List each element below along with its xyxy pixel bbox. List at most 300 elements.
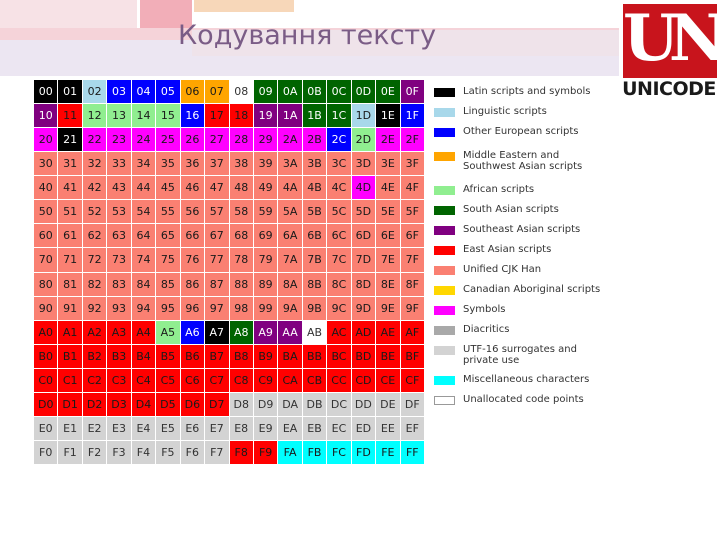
code-block-cell: 49 <box>254 176 277 199</box>
code-block-cell: 00 <box>34 80 57 103</box>
code-block-cell: 5D <box>352 200 375 223</box>
legend-label: Unallocated code points <box>463 394 584 405</box>
code-block-cell: 6A <box>278 224 301 247</box>
code-block-cell: 96 <box>181 297 204 320</box>
code-block-cell: 03 <box>107 80 130 103</box>
code-block-cell: 8E <box>376 273 399 296</box>
code-block-cell: F6 <box>181 441 204 464</box>
code-block-cell: EF <box>401 417 424 440</box>
code-block-cell: E0 <box>34 417 57 440</box>
code-block-cell: C3 <box>107 369 130 392</box>
code-block-cell: 33 <box>107 152 130 175</box>
code-block-cell: 89 <box>254 273 277 296</box>
code-block-cell: ED <box>352 417 375 440</box>
code-block-cell: 40 <box>34 176 57 199</box>
code-block-cell: 6F <box>401 224 424 247</box>
code-block-cell: A2 <box>83 321 106 344</box>
code-block-cell: 83 <box>107 273 130 296</box>
code-block-cell: 74 <box>132 248 155 271</box>
code-block-cell: FE <box>376 441 399 464</box>
code-block-cell: 99 <box>254 297 277 320</box>
legend-item <box>434 126 608 137</box>
code-block-cell: AC <box>327 321 350 344</box>
code-block-cell: 8D <box>352 273 375 296</box>
code-block-cell: 62 <box>83 224 106 247</box>
code-block-cell: 19 <box>254 104 277 127</box>
code-block-cell: 46 <box>181 176 204 199</box>
code-block-cell: 7C <box>327 248 350 271</box>
code-block-cell: 0E <box>376 80 399 103</box>
code-block-cell: 26 <box>181 128 204 151</box>
code-block-cell: 78 <box>230 248 253 271</box>
code-block-cell: A1 <box>58 321 81 344</box>
legend-swatch <box>434 152 455 161</box>
code-block-cell: 16 <box>181 104 204 127</box>
code-block-cell: AE <box>376 321 399 344</box>
code-block-cell: BD <box>352 345 375 368</box>
code-block-cell: 9C <box>327 297 350 320</box>
code-block-cell: 43 <box>107 176 130 199</box>
code-block-cell: 4E <box>376 176 399 199</box>
code-block-cell: F0 <box>34 441 57 464</box>
code-block-cell: 79 <box>254 248 277 271</box>
code-block-cell: C8 <box>230 369 253 392</box>
code-block-cell: 6E <box>376 224 399 247</box>
code-block-cell: 15 <box>156 104 179 127</box>
code-block-cell: 8F <box>401 273 424 296</box>
code-block-cell: 85 <box>156 273 179 296</box>
code-block-cell: 0A <box>278 80 301 103</box>
code-block-cell: F2 <box>83 441 106 464</box>
code-block-cell: 2B <box>303 128 326 151</box>
code-block-cell: E2 <box>83 417 106 440</box>
code-block-cell: 1E <box>376 104 399 127</box>
code-block-cell: AD <box>352 321 375 344</box>
logo-wordmark: UNICODE <box>622 78 716 100</box>
code-block-cell: 45 <box>156 176 179 199</box>
code-block-cell: 11 <box>58 104 81 127</box>
code-block-cell: 1F <box>401 104 424 127</box>
code-block-cell: F9 <box>254 441 277 464</box>
code-block-cell: CD <box>352 369 375 392</box>
code-block-cell: 02 <box>83 80 106 103</box>
slide-title: Кодування тексту <box>178 20 437 51</box>
code-block-cell: 3A <box>278 152 301 175</box>
legend-label: Latin scripts and symbols <box>463 86 591 97</box>
code-block-cell: EB <box>303 417 326 440</box>
code-block-cell: 7B <box>303 248 326 271</box>
code-block-cell: 72 <box>83 248 106 271</box>
legend-swatch <box>434 286 455 295</box>
unicode-logo <box>619 2 719 102</box>
code-block-cell: 90 <box>34 297 57 320</box>
code-block-cell: A6 <box>181 321 204 344</box>
code-block-cell: BF <box>401 345 424 368</box>
code-block-cell: F8 <box>230 441 253 464</box>
code-block-cell: 5F <box>401 200 424 223</box>
code-block-cell: CF <box>401 369 424 392</box>
code-block-cell: 7F <box>401 248 424 271</box>
legend-item <box>434 394 608 405</box>
code-block-cell: BA <box>278 345 301 368</box>
code-block-cell: CA <box>278 369 301 392</box>
code-block-cell: E9 <box>254 417 277 440</box>
code-block-cell: 57 <box>205 200 228 223</box>
code-block-cell: C0 <box>34 369 57 392</box>
legend-label: South Asian scripts <box>463 204 559 215</box>
code-block-cell: A3 <box>107 321 130 344</box>
code-block-cell: 20 <box>34 128 57 151</box>
legend-label: UTF-16 surrogates and private use <box>463 344 577 366</box>
code-block-cell: 21 <box>58 128 81 151</box>
code-block-cell: BB <box>303 345 326 368</box>
code-block-cell: 2F <box>401 128 424 151</box>
code-block-cell: 61 <box>58 224 81 247</box>
code-block-cell: 5B <box>303 200 326 223</box>
code-block-cell: E1 <box>58 417 81 440</box>
code-block-cell: A0 <box>34 321 57 344</box>
legend-label: Middle Eastern and Southwest Asian scripts <box>463 150 583 172</box>
legend-item <box>434 224 608 235</box>
code-block-cell: C9 <box>254 369 277 392</box>
code-block-cell: DC <box>327 393 350 416</box>
code-block-cell: D5 <box>156 393 179 416</box>
code-block-cell: FC <box>327 441 350 464</box>
code-block-cell: 55 <box>156 200 179 223</box>
code-block-cell: 0F <box>401 80 424 103</box>
code-block-cell: E5 <box>156 417 179 440</box>
legend-label: Southeast Asian scripts <box>463 224 581 235</box>
code-block-cell: DD <box>352 393 375 416</box>
code-block-cell: A4 <box>132 321 155 344</box>
code-block-cell: FD <box>352 441 375 464</box>
code-block-cell: A8 <box>230 321 253 344</box>
code-block-cell: E3 <box>107 417 130 440</box>
code-block-cell: 05 <box>156 80 179 103</box>
code-block-cell: D9 <box>254 393 277 416</box>
code-block-cell: B7 <box>205 345 228 368</box>
code-block-cell: 80 <box>34 273 57 296</box>
code-block-cell: DA <box>278 393 301 416</box>
code-block-cell: 81 <box>58 273 81 296</box>
code-block-cell: D1 <box>58 393 81 416</box>
code-block-cell: 6B <box>303 224 326 247</box>
legend-item <box>434 204 608 215</box>
code-point-grid <box>34 80 424 464</box>
code-block-cell: 60 <box>34 224 57 247</box>
code-block-cell: 4D <box>352 176 375 199</box>
code-block-cell: 10 <box>34 104 57 127</box>
code-block-cell: AF <box>401 321 424 344</box>
legend-item <box>434 244 608 255</box>
legend-swatch <box>434 346 455 355</box>
code-block-cell: 69 <box>254 224 277 247</box>
legend-label: Symbols <box>463 304 506 315</box>
code-block-cell: DE <box>376 393 399 416</box>
code-block-cell: E6 <box>181 417 204 440</box>
code-block-cell: 9F <box>401 297 424 320</box>
code-block-cell: 36 <box>181 152 204 175</box>
code-block-cell: 2C <box>327 128 350 151</box>
code-block-cell: F7 <box>205 441 228 464</box>
code-block-cell: 0C <box>327 80 350 103</box>
code-block-cell: 1C <box>327 104 350 127</box>
code-block-cell: 6D <box>352 224 375 247</box>
code-block-cell: A5 <box>156 321 179 344</box>
code-block-cell: AB <box>303 321 326 344</box>
code-block-cell: 91 <box>58 297 81 320</box>
code-block-cell: 2D <box>352 128 375 151</box>
code-block-cell: 5A <box>278 200 301 223</box>
code-block-cell: 27 <box>205 128 228 151</box>
code-block-cell: 17 <box>205 104 228 127</box>
legend-swatch <box>434 88 455 97</box>
code-block-cell: 7A <box>278 248 301 271</box>
code-block-cell: 35 <box>156 152 179 175</box>
code-block-cell: 4A <box>278 176 301 199</box>
code-block-cell: 70 <box>34 248 57 271</box>
code-block-cell: EE <box>376 417 399 440</box>
code-block-cell: 6C <box>327 224 350 247</box>
code-block-cell: AA <box>278 321 301 344</box>
code-block-cell: BE <box>376 345 399 368</box>
code-block-cell: 67 <box>205 224 228 247</box>
code-block-cell: 1A <box>278 104 301 127</box>
code-block-cell: 30 <box>34 152 57 175</box>
code-block-cell: 07 <box>205 80 228 103</box>
code-block-cell: 58 <box>230 200 253 223</box>
code-block-cell: F5 <box>156 441 179 464</box>
code-block-cell: 65 <box>156 224 179 247</box>
legend-swatch <box>434 246 455 255</box>
code-block-cell: FA <box>278 441 301 464</box>
code-block-cell: 9E <box>376 297 399 320</box>
header-decoration <box>194 0 294 12</box>
code-block-cell: D8 <box>230 393 253 416</box>
code-block-cell: FF <box>401 441 424 464</box>
code-block-cell: 23 <box>107 128 130 151</box>
code-block-cell: 01 <box>58 80 81 103</box>
code-block-cell: 54 <box>132 200 155 223</box>
legend-item <box>434 324 608 335</box>
legend-swatch <box>434 206 455 215</box>
code-block-cell: 52 <box>83 200 106 223</box>
code-block-cell: 44 <box>132 176 155 199</box>
code-block-cell: 3D <box>352 152 375 175</box>
code-block-cell: B3 <box>107 345 130 368</box>
code-block-cell: 76 <box>181 248 204 271</box>
legend-label: Diacritics <box>463 324 510 335</box>
code-block-cell: DB <box>303 393 326 416</box>
legend-item <box>434 374 608 385</box>
code-block-cell: 84 <box>132 273 155 296</box>
code-block-cell: 41 <box>58 176 81 199</box>
code-block-cell: 3F <box>401 152 424 175</box>
legend-label: Other European scripts <box>463 126 579 137</box>
legend-swatch <box>434 226 455 235</box>
code-block-cell: A7 <box>205 321 228 344</box>
code-block-cell: D7 <box>205 393 228 416</box>
code-block-cell: C2 <box>83 369 106 392</box>
legend-label: East Asian scripts <box>463 244 552 255</box>
code-block-cell: C7 <box>205 369 228 392</box>
code-block-cell: 50 <box>34 200 57 223</box>
code-block-cell: 25 <box>156 128 179 151</box>
code-block-cell: 98 <box>230 297 253 320</box>
code-block-cell: B0 <box>34 345 57 368</box>
code-block-cell: F4 <box>132 441 155 464</box>
code-block-cell: 88 <box>230 273 253 296</box>
legend-swatch <box>434 326 455 335</box>
code-block-cell: C6 <box>181 369 204 392</box>
code-block-cell: 3E <box>376 152 399 175</box>
code-block-cell: 24 <box>132 128 155 151</box>
code-block-cell: 0B <box>303 80 326 103</box>
code-block-cell: 51 <box>58 200 81 223</box>
code-block-cell: 37 <box>205 152 228 175</box>
code-block-cell: E7 <box>205 417 228 440</box>
code-block-cell: 2A <box>278 128 301 151</box>
legend-label: Miscellaneous characters <box>463 374 590 385</box>
code-block-cell: 59 <box>254 200 277 223</box>
code-block-cell: 1B <box>303 104 326 127</box>
logo-mark-background <box>623 4 717 78</box>
code-block-cell: 71 <box>58 248 81 271</box>
legend-swatch <box>434 108 455 117</box>
code-block-cell: B1 <box>58 345 81 368</box>
code-block-cell: E8 <box>230 417 253 440</box>
code-block-cell: 63 <box>107 224 130 247</box>
code-block-cell: 32 <box>83 152 106 175</box>
code-block-cell: C1 <box>58 369 81 392</box>
code-block-cell: 53 <box>107 200 130 223</box>
code-block-cell: 31 <box>58 152 81 175</box>
code-block-cell: B9 <box>254 345 277 368</box>
code-block-cell: 3C <box>327 152 350 175</box>
code-block-cell: 7D <box>352 248 375 271</box>
code-block-cell: D6 <box>181 393 204 416</box>
code-block-cell: B4 <box>132 345 155 368</box>
code-block-cell: D3 <box>107 393 130 416</box>
code-block-cell: D4 <box>132 393 155 416</box>
code-block-cell: F1 <box>58 441 81 464</box>
code-block-cell: 8C <box>327 273 350 296</box>
legend-label: Unified CJK Han <box>463 264 542 275</box>
legend-item <box>434 264 608 275</box>
legend-label: Canadian Aboriginal scripts <box>463 284 601 295</box>
code-block-cell: 73 <box>107 248 130 271</box>
code-block-cell: FB <box>303 441 326 464</box>
code-block-cell: CC <box>327 369 350 392</box>
code-block-cell: 75 <box>156 248 179 271</box>
code-block-cell: 92 <box>83 297 106 320</box>
code-block-cell: 0D <box>352 80 375 103</box>
code-block-cell: 12 <box>83 104 106 127</box>
code-block-cell: 97 <box>205 297 228 320</box>
code-block-cell: 77 <box>205 248 228 271</box>
code-block-cell: EA <box>278 417 301 440</box>
code-block-cell: 34 <box>132 152 155 175</box>
code-block-cell: 64 <box>132 224 155 247</box>
code-block-cell: 39 <box>254 152 277 175</box>
legend-item <box>434 150 608 172</box>
code-block-cell: 87 <box>205 273 228 296</box>
code-block-cell: 47 <box>205 176 228 199</box>
code-block-cell: 4C <box>327 176 350 199</box>
legend-item <box>434 304 608 315</box>
code-block-cell: 48 <box>230 176 253 199</box>
code-block-cell: 8A <box>278 273 301 296</box>
code-block-cell: 08 <box>230 80 253 103</box>
legend-label: Linguistic scripts <box>463 106 547 117</box>
code-block-cell: 13 <box>107 104 130 127</box>
code-block-cell: 9A <box>278 297 301 320</box>
code-block-cell: 1D <box>352 104 375 127</box>
code-block-cell: B6 <box>181 345 204 368</box>
code-block-cell: BC <box>327 345 350 368</box>
code-block-cell: 5E <box>376 200 399 223</box>
code-block-cell: 42 <box>83 176 106 199</box>
code-block-cell: 8B <box>303 273 326 296</box>
code-block-cell: B8 <box>230 345 253 368</box>
code-block-cell: 9D <box>352 297 375 320</box>
code-block-cell: 3B <box>303 152 326 175</box>
legend-swatch <box>434 306 455 315</box>
code-block-cell: E4 <box>132 417 155 440</box>
legend-swatch <box>434 186 455 195</box>
code-block-cell: F3 <box>107 441 130 464</box>
legend-swatch <box>434 376 455 385</box>
code-block-cell: 4B <box>303 176 326 199</box>
code-block-cell: 86 <box>181 273 204 296</box>
code-block-cell: C5 <box>156 369 179 392</box>
code-block-cell: 68 <box>230 224 253 247</box>
code-block-cell: D0 <box>34 393 57 416</box>
code-block-cell: 2E <box>376 128 399 151</box>
code-block-cell: B5 <box>156 345 179 368</box>
legend-swatch <box>434 266 455 275</box>
code-block-cell: D2 <box>83 393 106 416</box>
code-block-cell: 22 <box>83 128 106 151</box>
code-block-cell: 04 <box>132 80 155 103</box>
code-block-cell: 93 <box>107 297 130 320</box>
code-block-cell: EC <box>327 417 350 440</box>
legend-item <box>434 284 608 295</box>
code-block-cell: 09 <box>254 80 277 103</box>
code-block-cell: 5C <box>327 200 350 223</box>
legend-item <box>434 184 608 195</box>
legend-swatch <box>434 396 455 405</box>
code-block-cell: 7E <box>376 248 399 271</box>
legend-item <box>434 86 608 97</box>
code-block-cell: 56 <box>181 200 204 223</box>
logo-mark: UN <box>623 4 717 76</box>
code-block-cell: 4F <box>401 176 424 199</box>
legend-item <box>434 106 608 117</box>
code-block-cell: 82 <box>83 273 106 296</box>
code-block-cell: 28 <box>230 128 253 151</box>
code-block-cell: 29 <box>254 128 277 151</box>
code-block-cell: 95 <box>156 297 179 320</box>
code-block-cell: 94 <box>132 297 155 320</box>
code-block-cell: 66 <box>181 224 204 247</box>
code-block-cell: 14 <box>132 104 155 127</box>
code-block-cell: C4 <box>132 369 155 392</box>
code-block-cell: A9 <box>254 321 277 344</box>
code-block-cell: CE <box>376 369 399 392</box>
legend-item <box>434 344 608 366</box>
code-block-cell: B2 <box>83 345 106 368</box>
